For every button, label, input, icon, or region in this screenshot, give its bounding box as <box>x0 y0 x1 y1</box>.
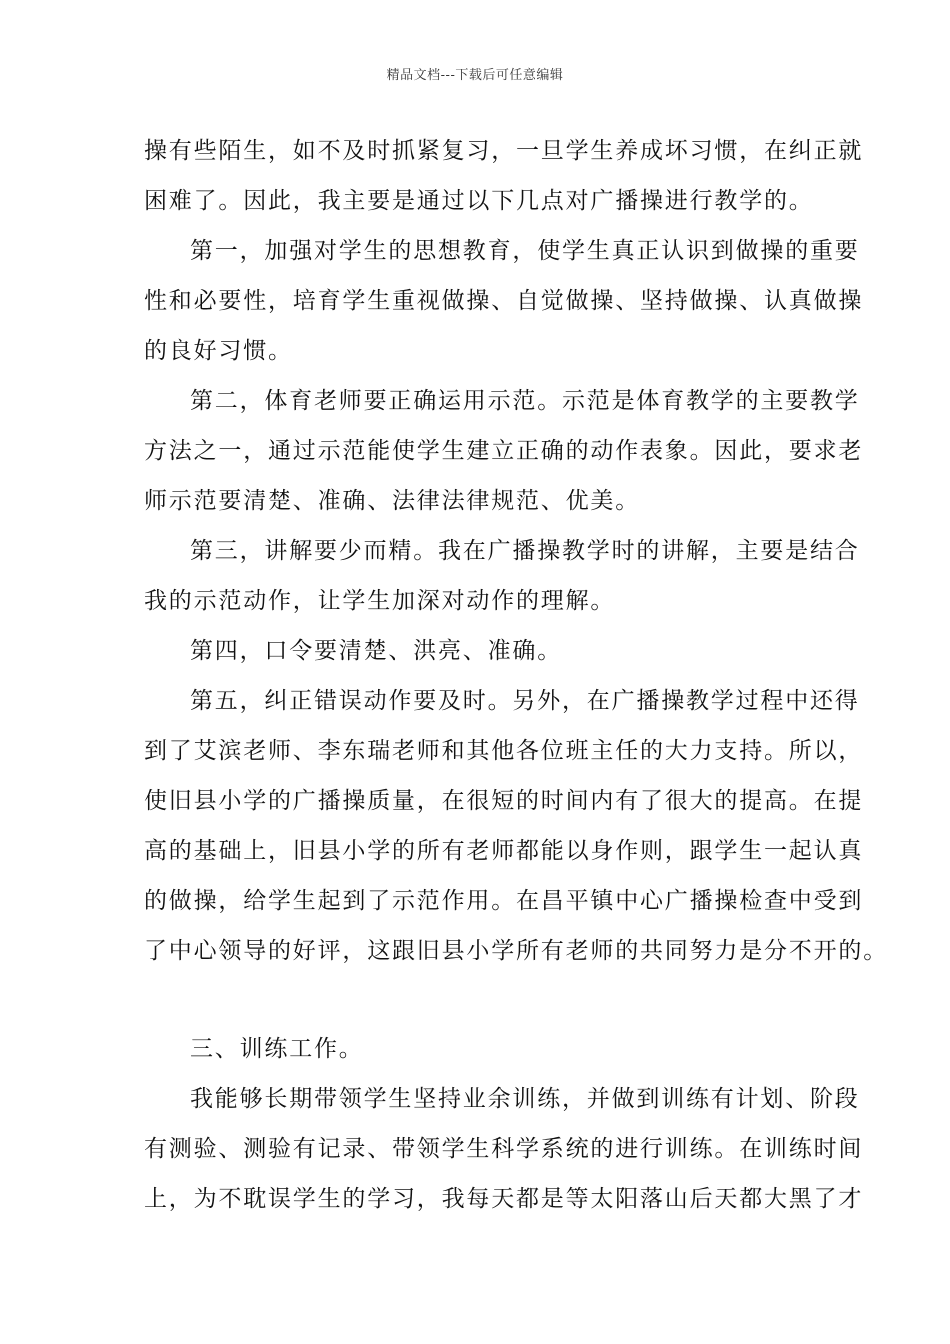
section-heading: 三、训练工作。 <box>190 1036 364 1062</box>
text-line: 第三，讲解要少而精。我在广播操教学时的讲解，主要是结合 <box>190 538 860 564</box>
text-line: 有测验、测验有记录、带领学生科学系统的进行训练。在训练时间 <box>144 1136 864 1162</box>
text-line: 第五，纠正错误动作要及时。另外，在广播操教学过程中还得 <box>190 688 860 714</box>
text-line: 的良好习惯。 <box>144 338 293 364</box>
text-line: 师示范要清楚、准确、法律法律规范、优美。 <box>144 488 640 514</box>
text-line: 第一，加强对学生的思想教育，使学生真正认识到做操的重要 <box>190 238 860 264</box>
text-line: 第四，口令要清楚、洪亮、准确。 <box>190 638 562 664</box>
text-line: 操有些陌生，如不及时抓紧复习，一旦学生养成坏习惯，在纠正就 <box>144 138 864 164</box>
page-header: 精品文档---下载后可任意编辑 <box>386 68 564 83</box>
text-line: 方法之一，通过示范能使学生建立正确的动作表象。因此，要求老 <box>144 438 864 464</box>
text-line: 第二，体育老师要正确运用示范。示范是体育教学的主要教学 <box>190 388 860 414</box>
text-line: 高的基础上，旧县小学的所有老师都能以身作则，跟学生一起认真 <box>144 838 864 864</box>
text-line: 到了艾滨老师、李东瑞老师和其他各位班主任的大力支持。所以， <box>144 738 864 764</box>
text-line: 性和必要性，培育学生重视做操、自觉做操、坚持做操、认真做操 <box>144 288 864 314</box>
text-line: 了中心领导的好评，这跟旧县小学所有老师的共同努力是分不开的。 <box>144 938 888 964</box>
text-line: 我的示范动作，让学生加深对动作的理解。 <box>144 588 616 614</box>
text-line: 困难了。因此，我主要是通过以下几点对广播操进行教学的。 <box>144 188 814 214</box>
text-line: 上，为不耽误学生的学习，我每天都是等太阳落山后天都大黑了才 <box>144 1186 864 1212</box>
text-line: 的做操，给学生起到了示范作用。在昌平镇中心广播操检查中受到 <box>144 888 864 914</box>
text-line: 使旧县小学的广播操质量，在很短的时间内有了很大的提高。在提 <box>144 788 864 814</box>
text-line: 我能够长期带领学生坚持业余训练，并做到训练有计划、阶段 <box>190 1086 860 1112</box>
